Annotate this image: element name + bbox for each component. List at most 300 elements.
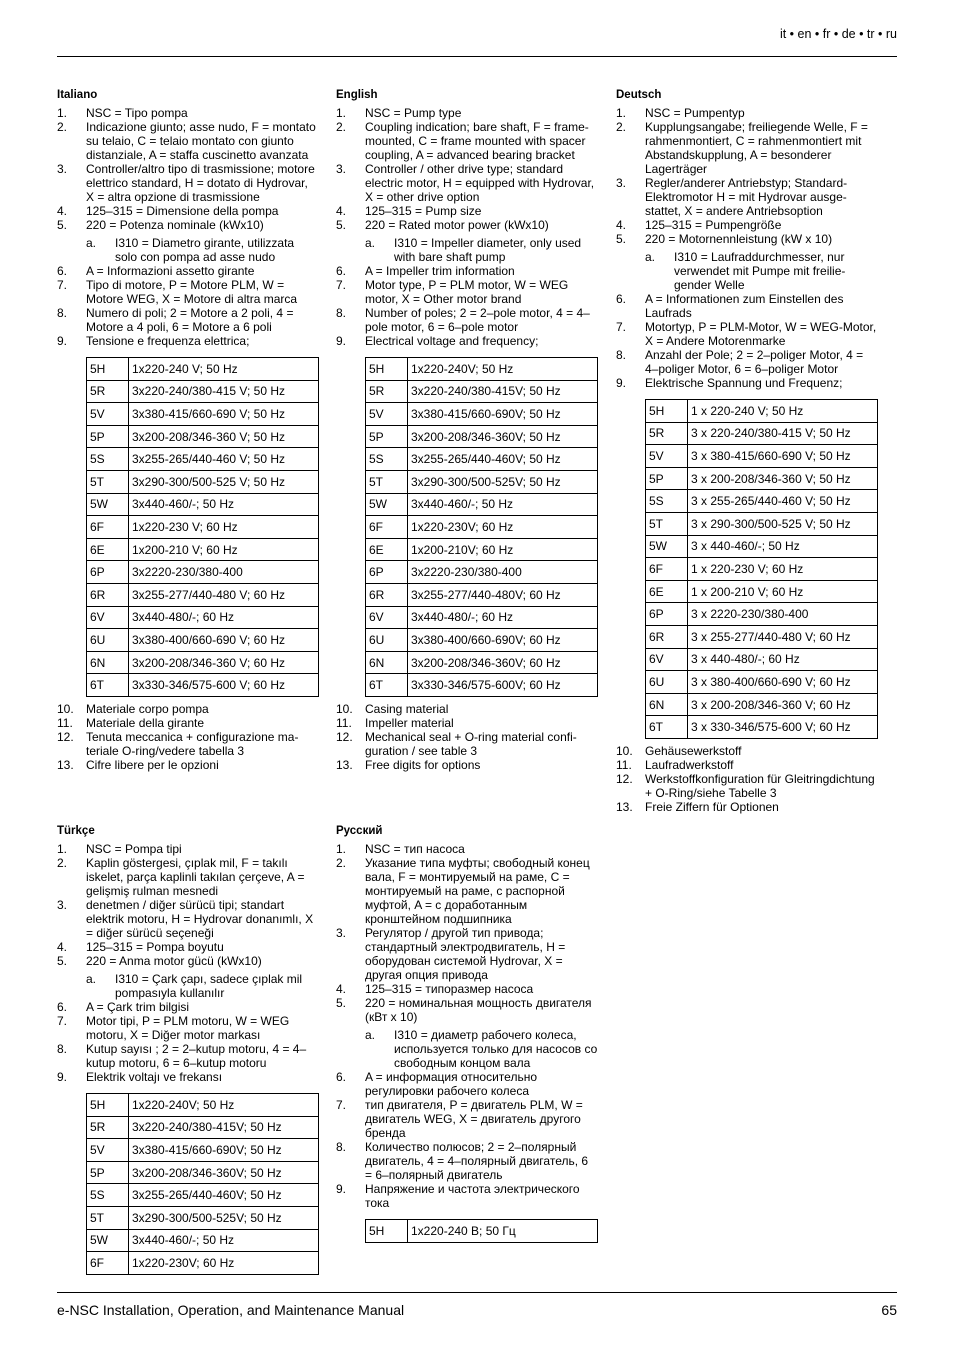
voltage-value: 1 x 220-230 V; 60 Hz <box>688 558 878 581</box>
voltage-code: 6P <box>87 561 129 584</box>
table-row <box>366 1220 598 1243</box>
table-row <box>366 516 598 539</box>
voltage-value: 1 x 200-210 V; 60 Hz <box>688 580 878 603</box>
list-item <box>336 1182 598 1210</box>
section-heading: Italiano <box>57 89 98 101</box>
list-item <box>57 218 319 232</box>
list-item <box>616 348 878 376</box>
list-item <box>616 772 878 800</box>
voltage-value: 3x330-346/575-600V; 60 Hz <box>408 674 598 697</box>
item-number: 5. <box>57 218 68 232</box>
list-item <box>336 306 598 334</box>
voltage-code: 6E <box>366 538 408 561</box>
voltage-value: 3x220-240/380-415V; 50 Hz <box>408 380 598 403</box>
list-item <box>57 306 319 334</box>
list-item <box>57 1000 319 1014</box>
item-number: 5. <box>336 218 347 232</box>
table-row <box>87 1184 319 1207</box>
item-number: 8. <box>336 1140 347 1154</box>
voltage-code: 6E <box>87 538 129 561</box>
section-russkiy <box>336 824 598 1248</box>
item-number: 2. <box>336 120 347 134</box>
list-item <box>616 800 878 814</box>
voltage-value: 3x380-415/660-690V; 50 Hz <box>408 403 598 426</box>
voltage-code: 5P <box>646 467 688 490</box>
item-text: Kupplungsangabe; freiliegende Welle, F = rahmenmontiert, C = rahmenmontiert mit Abstandskupplung, A = besonderer Lagerträger <box>645 120 868 176</box>
item-text: I310 = Çark çapı, sadece çıplak mil pompasıyla kullanılır <box>115 972 303 1000</box>
item-number: 11. <box>336 715 352 730</box>
voltage-code: 5R <box>87 1116 129 1139</box>
item-text: NSC = тип насоса <box>365 842 465 856</box>
list-item <box>336 278 598 306</box>
table-row <box>646 535 878 558</box>
item-number: a. <box>645 250 656 264</box>
voltage-table <box>86 1093 319 1275</box>
table-row <box>646 625 878 648</box>
section-deutsch <box>616 88 878 814</box>
list-item <box>57 842 319 856</box>
section-heading: English <box>336 89 378 101</box>
voltage-value: 3x220-240/380-415 V; 50 Hz <box>129 380 319 403</box>
voltage-value: 3x440-480/-; 60 Hz <box>129 606 319 629</box>
list-item <box>57 1042 319 1070</box>
table-row <box>87 538 319 561</box>
list-item <box>336 162 598 204</box>
voltage-value: 3x440-460/-; 50 Hz <box>408 493 598 516</box>
voltage-value: 3 x 2220-230/380-400 <box>688 603 878 626</box>
table-row <box>87 358 319 381</box>
item-number: 7. <box>616 320 627 334</box>
list-item <box>616 232 878 246</box>
voltage-value: 3 x 255-277/440-480 V; 60 Hz <box>688 625 878 648</box>
item-number: 1. <box>336 842 347 856</box>
top-rule <box>57 56 897 57</box>
voltage-code: 5P <box>366 425 408 448</box>
item-text: 125–315 = Pump size <box>365 204 482 218</box>
item-text: Numero di poli; 2 = Motore a 2 poli, 4 = Motore a 4 poli, 6 = Motore a 6 poli <box>86 306 294 334</box>
section-italiano <box>57 88 319 772</box>
table-row <box>646 671 878 694</box>
item-number: a. <box>86 972 97 986</box>
table-row <box>87 1229 319 1252</box>
list-item <box>336 1070 598 1098</box>
voltage-code: 5P <box>87 1161 129 1184</box>
voltage-code: 5S <box>87 448 129 471</box>
item-number: 6. <box>336 1070 347 1084</box>
table-row <box>87 561 319 584</box>
list-item <box>336 856 598 926</box>
item-number: 3. <box>57 162 68 176</box>
voltage-value: 3x380-400/660-690V; 60 Hz <box>408 629 598 652</box>
item-text: Casing material <box>365 701 449 716</box>
item-text: Indicazione giunto; asse nudo, F = montato su telaio, C = telaio montato con giunto distanziale, A = staffa cuscinetto avanzata <box>86 120 316 162</box>
list-item <box>336 702 598 716</box>
voltage-value: 1x220-240V; 50 Hz <box>408 358 598 381</box>
list-item <box>57 120 319 162</box>
item-text: 125–315 = Pumpengröße <box>645 218 782 232</box>
voltage-value: 3x200-208/346-360V; 50 Hz <box>129 1161 319 1184</box>
list-item <box>57 1070 319 1084</box>
item-number: 9. <box>616 376 627 390</box>
voltage-code: 5R <box>87 380 129 403</box>
item-number: 8. <box>336 306 347 320</box>
voltage-table <box>645 399 878 739</box>
voltage-value: 3x255-277/440-480 V; 60 Hz <box>129 583 319 606</box>
voltage-value: 1x220-240 В; 50 Гц <box>408 1220 598 1243</box>
item-text: Tenuta meccanica + configurazione materiale O-ring/vedere tabella 3 <box>86 729 299 758</box>
list-item <box>336 996 598 1024</box>
list-item <box>57 940 319 954</box>
sub-item <box>86 236 319 264</box>
section-heading: Türkçe <box>57 825 95 837</box>
list-item <box>57 334 319 348</box>
footer-title: e-NSC Installation, Operation, and Maintenance Manual <box>57 1302 405 1318</box>
item-number: 7. <box>57 278 68 292</box>
voltage-code: 6T <box>87 674 129 697</box>
item-text: Werkstoffkonfiguration für Gleitringdichtung + O-Ring/siehe Tabelle 3 <box>645 771 875 800</box>
item-number: a. <box>365 236 376 250</box>
voltage-value: 3x220-240/380-415V; 50 Hz <box>129 1116 319 1139</box>
item-number: 2. <box>336 856 347 870</box>
voltage-table <box>86 357 319 697</box>
list-item <box>336 842 598 856</box>
table-row <box>646 603 878 626</box>
item-text: Gehäusewerkstoff <box>645 743 742 758</box>
voltage-code: 6N <box>87 651 129 674</box>
table-row <box>646 512 878 535</box>
voltage-value: 3 x 380-415/660-690 V; 50 Hz <box>688 445 878 468</box>
voltage-value: 3 x 200-208/346-360 V; 60 Hz <box>688 693 878 716</box>
item-number: 12. <box>336 729 353 744</box>
list-item <box>336 106 598 120</box>
table-row <box>366 674 598 697</box>
table-row <box>646 558 878 581</box>
table-row <box>87 470 319 493</box>
list-item <box>336 1140 598 1182</box>
table-row <box>87 380 319 403</box>
table-row <box>366 493 598 516</box>
voltage-value: 3 x 440-460/-; 50 Hz <box>688 535 878 558</box>
voltage-code: 5H <box>87 358 129 381</box>
voltage-value: 1x220-240 V; 50 Hz <box>129 358 319 381</box>
voltage-code: 6F <box>87 1252 129 1275</box>
voltage-code: 5T <box>87 470 129 493</box>
item-number: 13. <box>57 757 74 772</box>
item-text: I310 = Diametro girante, utilizzata solo con pompa ad asse nudo <box>115 236 295 264</box>
table-row <box>87 629 319 652</box>
table-row <box>366 538 598 561</box>
list-item <box>616 758 878 772</box>
list-item <box>57 898 319 940</box>
list-item <box>57 730 319 758</box>
item-text: A = Çark trim bilgisi <box>86 1000 190 1014</box>
item-text: Regler/anderer Antriebstyp; Standard-Elektromotor H = mit Hydrovar ausgestattet, X = andere Antriebsoption <box>645 176 848 218</box>
section-english <box>336 88 598 772</box>
voltage-code: 6R <box>366 583 408 606</box>
table-row <box>366 583 598 606</box>
item-number: 6. <box>336 264 347 278</box>
table-row <box>366 470 598 493</box>
voltage-value: 3x200-208/346-360 V; 60 Hz <box>129 651 319 674</box>
voltage-code: 5W <box>366 493 408 516</box>
item-number: 7. <box>57 1014 68 1028</box>
item-text: I310 = Impeller diameter, only used with bare shaft pump <box>394 236 582 264</box>
item-text: 220 = Rated motor power (kWx10) <box>365 218 549 232</box>
voltage-value: 3 x 440-480/-; 60 Hz <box>688 648 878 671</box>
item-number: 1. <box>336 106 347 120</box>
voltage-value: 3x440-460/-; 50 Hz <box>129 493 319 516</box>
table-row <box>87 1206 319 1229</box>
item-text: 125–315 = Dimensione della pompa <box>86 204 279 218</box>
table-row <box>87 1139 319 1162</box>
voltage-value: 1x220-230 V; 60 Hz <box>129 516 319 539</box>
list-item <box>57 702 319 716</box>
voltage-value: 3x380-415/660-690V; 50 Hz <box>129 1139 319 1162</box>
item-number: 9. <box>57 334 68 348</box>
item-text: A = информация относительно регулировки рабочего колеса <box>365 1070 538 1098</box>
item-text: Materiale corpo pompa <box>86 701 209 716</box>
item-text: 220 = Potenza nominale (kWx10) <box>86 218 264 232</box>
item-text: Materiale della girante <box>86 715 205 730</box>
item-number: 1. <box>616 106 627 120</box>
voltage-code: 5S <box>366 448 408 471</box>
voltage-code: 6P <box>366 561 408 584</box>
voltage-value: 3x440-480/-; 60 Hz <box>408 606 598 629</box>
item-text: Number of poles; 2 = 2–pole motor, 4 = 4–pole motor, 6 = 6–pole motor <box>365 306 590 334</box>
voltage-code: 5V <box>87 1139 129 1162</box>
voltage-value: 3x380-400/660-690 V; 60 Hz <box>129 629 319 652</box>
list-item <box>57 264 319 278</box>
table-row <box>87 606 319 629</box>
voltage-value: 3x440-460/-; 50 Hz <box>129 1229 319 1252</box>
voltage-code: 6R <box>87 583 129 606</box>
item-number: 12. <box>57 729 74 744</box>
voltage-value: 1x220-240V; 50 Hz <box>129 1094 319 1117</box>
list-item <box>57 758 319 772</box>
sub-item <box>86 972 319 1000</box>
voltage-code: 6R <box>646 625 688 648</box>
item-text: Controller/altro tipo di trasmissione; motore elettrico standard, H = dotato di Hydrovar, X = altra opzione di trasmissione <box>86 162 315 204</box>
item-text: Impeller material <box>365 715 454 730</box>
table-row <box>87 583 319 606</box>
table-row <box>366 403 598 426</box>
voltage-code: 5V <box>646 445 688 468</box>
item-text: Elektrik voltajı ve frekansı <box>86 1070 223 1084</box>
item-number: a. <box>86 236 97 250</box>
item-text: Mechanical seal + O-ring material configuration / see table 3 <box>365 729 577 758</box>
voltage-value: 3x2220-230/380-400 <box>408 561 598 584</box>
item-number: 12. <box>616 771 633 786</box>
voltage-value: 3x290-300/500-525V; 50 Hz <box>408 470 598 493</box>
item-text: Указание типа муфты; свободный конец вала, F = монтируемый на раме, C = монтируемый на раме, с распорной муфтой, A = с доработанным кронштейном подшипника <box>365 856 590 926</box>
item-number: 8. <box>616 348 627 362</box>
voltage-code: 6T <box>646 716 688 739</box>
item-number: 11. <box>616 757 632 772</box>
item-text: Регулятор / другой тип привода; стандартный электродвигатель, H = оборудован системой Hydrovar, X = другая опция привода <box>365 926 566 982</box>
list-item <box>616 106 878 120</box>
voltage-code: 5V <box>87 403 129 426</box>
voltage-code: 6V <box>646 648 688 671</box>
item-number: 1. <box>57 106 68 120</box>
table-row <box>87 493 319 516</box>
table-row <box>87 651 319 674</box>
table-row <box>366 606 598 629</box>
section-turkce <box>57 824 319 1280</box>
voltage-value: 1x200-210 V; 60 Hz <box>129 538 319 561</box>
table-row <box>366 448 598 471</box>
voltage-value: 3x330-346/575-600 V; 60 Hz <box>129 674 319 697</box>
item-text: denetmen / diğer sürücü tipi; standart elektrik motoru, H = Hydrovar donanımlı, X = diğer sürücü seçeneği <box>86 898 314 940</box>
section-heading: Русский <box>336 825 383 837</box>
item-text: 220 = Motornennleistung (kW x 10) <box>645 232 833 246</box>
item-text: тип двигателя, P = двигатель PLM, W = двигатель WEG, X = двигатель другого бренда <box>365 1098 583 1140</box>
voltage-code: 6T <box>366 674 408 697</box>
item-text: NSC = Pumpentyp <box>645 106 745 120</box>
voltage-code: 5H <box>87 1094 129 1117</box>
item-text: 220 = номинальная мощность двигателя (кВт x 10) <box>365 996 592 1024</box>
item-text: Tipo di motore, P = Motore PLM, W = Motore WEG, X = Motore di altra marca <box>86 278 298 306</box>
table-row <box>646 400 878 423</box>
voltage-value: 3x200-208/346-360V; 60 Hz <box>408 651 598 674</box>
voltage-value: 3 x 220-240/380-415 V; 50 Hz <box>688 422 878 445</box>
item-number: 4. <box>57 204 68 218</box>
table-row <box>646 648 878 671</box>
voltage-code: 5R <box>366 380 408 403</box>
table-row <box>87 674 319 697</box>
voltage-code: 6U <box>646 671 688 694</box>
item-text: Cifre libere per le opzioni <box>86 757 219 772</box>
voltage-value: 3x2220-230/380-400 <box>129 561 319 584</box>
voltage-code: 5W <box>87 1229 129 1252</box>
table-row <box>646 693 878 716</box>
table-row <box>87 1116 319 1139</box>
list-item <box>336 218 598 232</box>
item-text: Coupling indication; bare shaft, F = frame- mounted, C = frame mounted with spacer coupling, A = advanced bearing bracket <box>365 120 589 162</box>
table-row <box>366 561 598 584</box>
item-number: 2. <box>57 120 68 134</box>
table-row <box>366 380 598 403</box>
voltage-code: 6V <box>366 606 408 629</box>
voltage-code: 6F <box>646 558 688 581</box>
voltage-code: 6P <box>646 603 688 626</box>
item-number: 4. <box>336 204 347 218</box>
item-number: 6. <box>57 264 68 278</box>
table-row <box>366 651 598 674</box>
list-item <box>616 376 878 390</box>
item-text: A = Impeller trim information <box>365 264 515 278</box>
item-text: NSC = Pompa tipi <box>86 842 182 856</box>
item-number: 5. <box>616 232 627 246</box>
list-item <box>336 204 598 218</box>
voltage-code: 6U <box>87 629 129 652</box>
item-number: 6. <box>616 292 627 306</box>
list-item <box>616 120 878 176</box>
voltage-code: 6N <box>646 693 688 716</box>
list-item <box>57 954 319 968</box>
list-item <box>336 264 598 278</box>
voltage-code: 6N <box>366 651 408 674</box>
list-item <box>336 926 598 982</box>
voltage-code: 5T <box>87 1206 129 1229</box>
voltage-value: 1x220-230V; 60 Hz <box>129 1252 319 1275</box>
voltage-value: 3x255-265/440-460V; 50 Hz <box>129 1184 319 1207</box>
voltage-code: 5W <box>646 535 688 558</box>
voltage-value: 1x200-210V; 60 Hz <box>408 538 598 561</box>
item-text: NSC = Tipo pompa <box>86 106 188 120</box>
voltage-value: 3x290-300/500-525V; 50 Hz <box>129 1206 319 1229</box>
item-number: 9. <box>57 1070 68 1084</box>
item-text: A = Informazioni assetto girante <box>86 264 255 278</box>
voltage-value: 3x255-265/440-460V; 50 Hz <box>408 448 598 471</box>
item-text: Anzahl der Pole; 2 = 2–poliger Motor, 4 = 4–poliger Motor, 6 = 6–poliger Motor <box>645 348 864 376</box>
table-row <box>646 716 878 739</box>
item-number: 13. <box>616 799 633 814</box>
list-item <box>336 730 598 758</box>
item-text: Controller / other drive type; standard electric motor, H = equipped with Hydrovar, X = other drive option <box>365 162 595 204</box>
section-heading: Deutsch <box>616 89 662 101</box>
item-text: Motor tipi, P = PLM motoru, W = WEG motoru, X = Diğer motor markası <box>86 1014 290 1042</box>
table-row <box>646 490 878 513</box>
voltage-code: 6F <box>87 516 129 539</box>
item-text: 125–315 = типоразмер насоса <box>365 982 534 996</box>
list-item <box>57 856 319 898</box>
list-item <box>57 106 319 120</box>
item-number: a. <box>365 1028 376 1042</box>
item-text: 125–315 = Pompa boyutu <box>86 940 224 954</box>
item-text: 220 = Anma motor gücü (kWx10) <box>86 954 262 968</box>
item-text: Напряжение и частота электрического тока <box>365 1182 580 1210</box>
table-row <box>366 629 598 652</box>
voltage-code: 5W <box>87 493 129 516</box>
item-number: 11. <box>57 715 73 730</box>
voltage-code: 6U <box>366 629 408 652</box>
item-number: 8. <box>57 1042 68 1056</box>
list-item <box>616 292 878 320</box>
list-item <box>336 716 598 730</box>
voltage-value: 3 x 330-346/575-600 V; 60 Hz <box>688 716 878 739</box>
table-row <box>87 1094 319 1117</box>
voltage-value: 3x255-277/440-480V; 60 Hz <box>408 583 598 606</box>
item-text: Motortyp, P = PLM-Motor, W = WEG-Motor, X = Andere Motorenmarke <box>645 320 877 348</box>
table-row <box>646 580 878 603</box>
list-item <box>616 218 878 232</box>
language-list: it • en • fr • de • tr • ru <box>779 27 897 41</box>
voltage-table <box>365 1219 598 1243</box>
item-number: 9. <box>336 1182 347 1196</box>
item-text: Elektrische Spannung und Frequenz; <box>645 376 843 390</box>
voltage-code: 5H <box>366 358 408 381</box>
item-text: Количество полюсов; 2 = 2–полярный двигатель, 4 = 4–полярный двигатель, 6 = 6–полярный двигатель <box>365 1140 589 1182</box>
voltage-code: 5R <box>646 422 688 445</box>
item-number: 9. <box>336 334 347 348</box>
voltage-code: 5P <box>87 425 129 448</box>
list-item <box>336 1098 598 1140</box>
item-number: 2. <box>616 120 627 134</box>
voltage-value: 3x380-415/660-690 V; 50 Hz <box>129 403 319 426</box>
item-text: A = Informationen zum Einstellen des Laufrads <box>645 292 844 320</box>
item-text: I310 = Laufraddurchmesser, nur verwendet mit Pumpe mit freiliegender Welle <box>674 250 846 292</box>
table-row <box>646 422 878 445</box>
list-item <box>336 334 598 348</box>
table-row <box>646 445 878 468</box>
voltage-value: 3x200-208/346-360V; 50 Hz <box>408 425 598 448</box>
item-text: Freie Ziffern für Optionen <box>645 799 779 814</box>
item-number: 3. <box>57 898 68 912</box>
page-number: 65 <box>881 1302 897 1318</box>
item-text: Kutup sayısı ; 2 = 2–kutup motoru, 4 = 4–kutup motoru, 6 = 6–kutup motoru <box>86 1042 307 1070</box>
item-text: Laufradwerkstoff <box>645 757 734 772</box>
voltage-code: 5H <box>646 400 688 423</box>
